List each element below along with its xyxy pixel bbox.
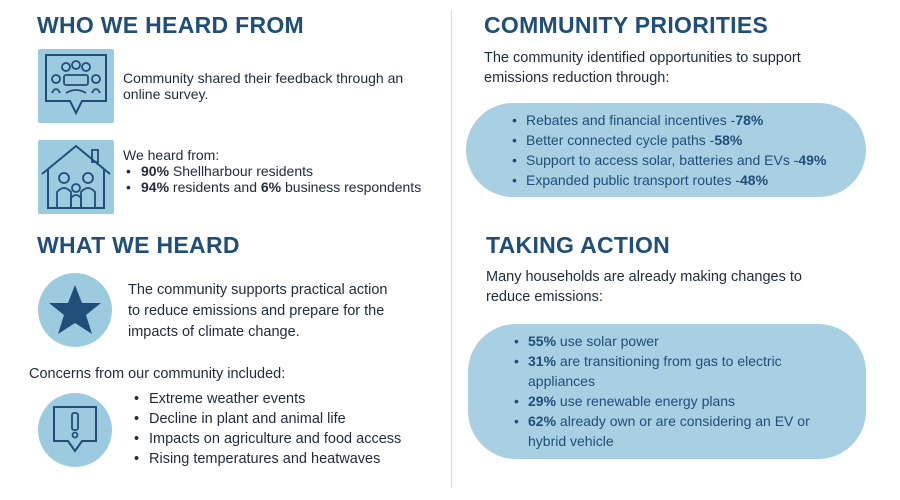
priorities-list	[510, 110, 866, 190]
meeting-chat-icon	[38, 49, 114, 123]
community-priorities-heading: COMMUNITY PRIORITIES	[484, 12, 769, 38]
concerns-intro: Concerns from our community included:	[29, 366, 286, 382]
list-item: • Rebates and financial incentives -78%	[510, 110, 866, 130]
list-item: • 55% use solar power	[512, 331, 846, 351]
heard-from-list	[123, 163, 423, 195]
priorities-panel	[466, 103, 866, 197]
concerns-list	[131, 389, 431, 469]
house-family-icon	[38, 140, 114, 214]
star-icon	[38, 273, 112, 347]
exclamation-speech-icon	[38, 393, 112, 467]
list-item: • 62% already own or are considering an EV or hybrid vehicle	[512, 411, 846, 451]
actions-list	[512, 331, 846, 451]
action-intro: Many households are already making changes to reduce emissions:	[486, 269, 802, 305]
column-divider	[451, 10, 452, 488]
survey-text: Community shared their feedback through an online survey.	[123, 70, 404, 102]
list-item: • Expanded public transport routes -48%	[510, 170, 866, 190]
heard-from-intro: We heard from:	[123, 147, 220, 163]
list-item: • Extreme weather events	[131, 389, 431, 409]
list-item: • 90% Shellharbour residents	[123, 163, 423, 179]
list-item: • Better connected cycle paths -58%	[510, 130, 866, 150]
list-item: • Support to access solar, batteries and EVs -49%	[510, 150, 866, 170]
list-item: • Impacts on agriculture and food access	[131, 429, 431, 449]
list-item: • Decline in plant and animal life	[131, 409, 431, 429]
what-we-heard-heading: WHAT WE HEARD	[37, 232, 240, 258]
actions-panel	[468, 324, 866, 459]
heard-from-block	[123, 147, 423, 195]
list-item: • 31% are transitioning from gas to electric appliances	[512, 351, 846, 391]
who-we-heard-from-heading: WHO WE HEARD FROM	[37, 12, 305, 38]
taking-action-heading: TAKING ACTION	[486, 232, 671, 258]
list-item: • Rising temperatures and heatwaves	[131, 449, 431, 469]
list-item: • 29% use renewable energy plans	[512, 391, 846, 411]
priorities-intro: The community identified opportunities to support emissions reduction through:	[484, 50, 801, 86]
support-text: The community supports practical action to reduce emissions and prepare for the impacts of climate change.	[128, 282, 388, 340]
list-item: • 94% residents and 6% business respondents	[123, 179, 423, 195]
